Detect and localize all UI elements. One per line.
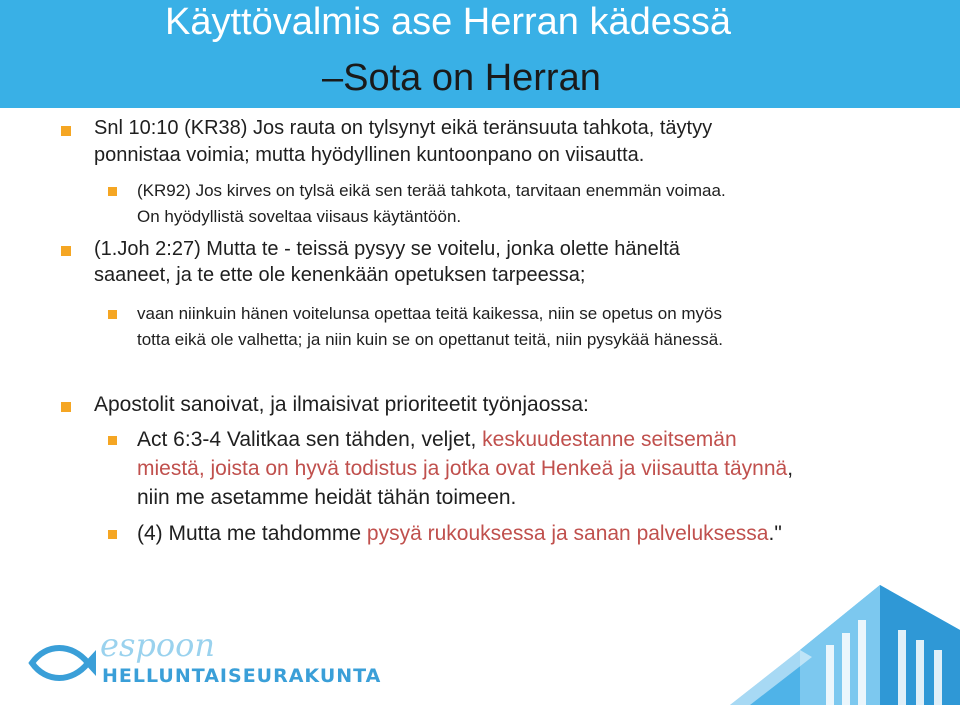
verse-text: , bbox=[787, 457, 794, 480]
bullet-text: Snl 10:10 (KR38) Jos rauta on tylsynyt eikä teränsuuta tahkota, täytyy bbox=[94, 117, 713, 139]
bullet-text: ponnistaa voimia; mutta hyödyllinen kuntoonpano on viisautta. bbox=[94, 144, 645, 166]
bullet-text: (1.Joh 2:27) Mutta te - teissä pysyy se voitelu, jonka olette häneltä bbox=[94, 238, 680, 260]
bullet-marker bbox=[61, 402, 71, 412]
bullet-text: saaneet, ja te ette ole kenenkään opetuksen tarpeessa; bbox=[94, 264, 586, 286]
bullet-marker bbox=[61, 246, 71, 256]
verse-text: ." bbox=[768, 522, 782, 545]
verse-text: (4) Mutta me tahdomme bbox=[137, 522, 367, 545]
bullet-marker bbox=[108, 530, 117, 539]
bullet-text bbox=[137, 519, 782, 548]
verse-text: Act 6:3-4 Valitkaa sen tähden, veljet, bbox=[137, 428, 483, 451]
slide-title: Käyttövalmis ase Herran kädessä bbox=[165, 1, 732, 43]
bullet-text: vaan niinkuin hänen voitelunsa opettaa teitä kaikessa, niin se opetus on myös bbox=[137, 304, 722, 323]
bullet-marker bbox=[108, 436, 117, 445]
highlighted-text: pysyä rukouksessa ja sanan palveluksessa bbox=[366, 522, 769, 545]
fish-logo-icon bbox=[28, 638, 98, 688]
logo-script-text: espoon bbox=[100, 626, 215, 664]
bullet-text: On hyödyllistä soveltaa viisaus käytäntöön. bbox=[137, 207, 462, 226]
logo-name: HELLUNTAISEURAKUNTA bbox=[102, 665, 382, 687]
bullet-text: totta eikä ole valhetta; ja niin kuin se on opettanut teitä, niin pysykää hänessä. bbox=[137, 330, 723, 349]
slide-subtitle: –Sota on Herran bbox=[322, 57, 601, 99]
church-building-icon bbox=[730, 575, 960, 705]
bullet-marker bbox=[108, 310, 117, 319]
bullet-text: (KR92) Jos kirves on tylsä eikä sen terää tahkota, tarvitaan enemmän voimaa. bbox=[137, 181, 726, 200]
highlighted-text: keskuudestanne seitsemän bbox=[482, 428, 737, 451]
bullet-text: Apostolit sanoivat, ja ilmaisivat prioriteetit työnjaossa: bbox=[94, 393, 589, 416]
bullet-marker bbox=[108, 187, 117, 196]
highlighted-text: miestä, joista on hyvä todistus ja jotka ovat Henkeä ja viisautta täynnä bbox=[137, 457, 788, 480]
bullet-text bbox=[137, 425, 737, 454]
bullet-text: niin me asetamme heidät tähän toimeen. bbox=[137, 486, 517, 509]
bullet-text bbox=[137, 454, 793, 483]
bullet-marker bbox=[61, 126, 71, 136]
